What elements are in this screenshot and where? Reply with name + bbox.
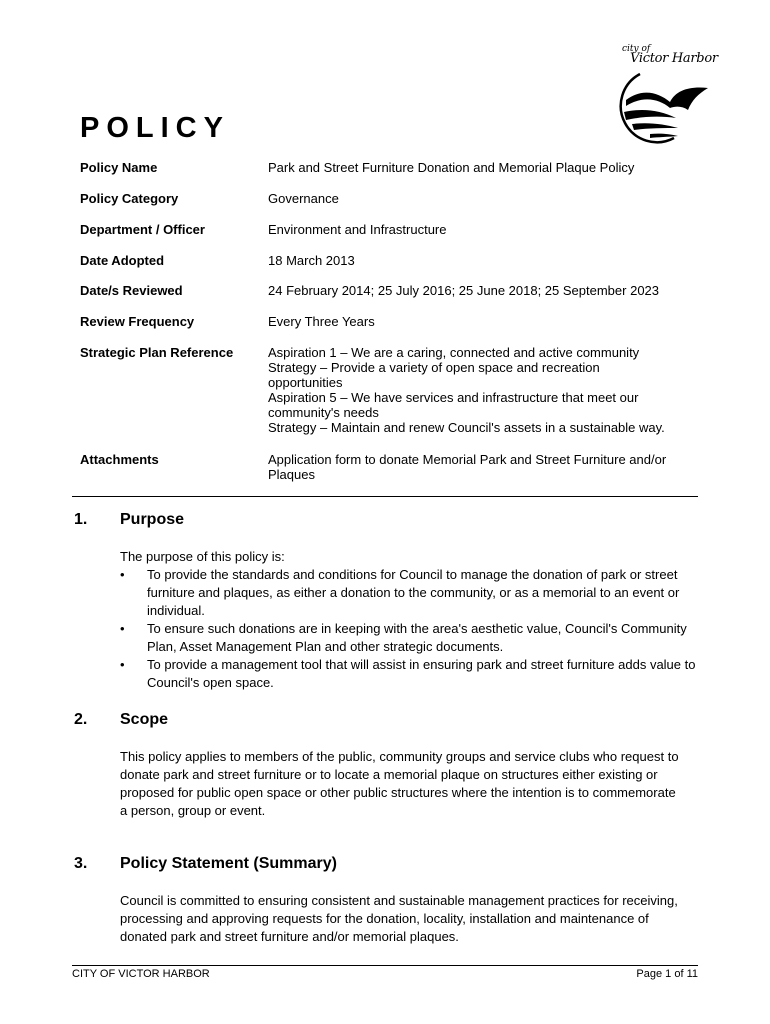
meta-label: Review Frequency [80, 314, 195, 329]
list-item [120, 620, 700, 656]
section-title-scope: Scope [120, 711, 169, 728]
meta-value: 18 March 2013 [268, 253, 355, 268]
document-title: POLICY [80, 112, 230, 144]
bullet-text: To ensure such donations are in keeping with the area's aesthetic value, Council's Community Plan, Asset Management Plan and other strategic documents. [147, 621, 687, 654]
footer-organisation: CITY OF VICTOR HARBOR [72, 968, 210, 980]
logo-name-text: Victor Harbor [630, 51, 718, 66]
section-body: Council is committed to ensuring consistent and sustainable management practices for receiving, processing and approving requests for the donation, locality, installation and maintenance of donated park and street furniture and/or memorial plaques. [120, 893, 678, 944]
meta-value: 24 February 2014; 25 July 2016; 25 June 2018; 25 September 2023 [268, 283, 660, 298]
whale-tail-icon [612, 66, 712, 144]
footer-page-number: Page 1 of 11 [636, 968, 698, 980]
bullet: • [120, 621, 125, 636]
section-body: This policy applies to members of the public, community groups and service clubs who request to donate park and street furniture or to locate a memorial plaque on structures either existing or proposed for public open space or other public structures where the intention is to commemorate a person, group or event. [120, 749, 679, 818]
strategic-line: Aspiration 1 – We are a caring, connected and active community [268, 345, 640, 360]
logo-small-text: city of [622, 44, 651, 54]
meta-label: Strategic Plan Reference [80, 345, 234, 360]
section-intro: The purpose of this policy is: [120, 549, 285, 564]
meta-label: Attachments [80, 452, 159, 467]
meta-value [268, 345, 686, 435]
bullet-text: To provide the standards and conditions for Council to manage the donation of park or street furniture and plaques, as either a donation to the community, or as a memorial to an event or individual. [147, 567, 680, 618]
header-divider [72, 496, 698, 497]
section-number: 3. [74, 855, 88, 872]
meta-value: Application form to donate Memorial Park and Street Furniture and/or Plaques [268, 452, 667, 482]
list-item [120, 566, 700, 620]
section-title-purpose: Purpose [120, 511, 185, 528]
meta-value: Environment and Infrastructure [268, 222, 447, 237]
meta-value: Park and Street Furniture Donation and Memorial Plaque Policy [268, 160, 635, 175]
bullet: • [120, 657, 125, 672]
list-item [120, 656, 700, 692]
meta-value: Every Three Years [268, 314, 375, 329]
meta-value: Governance [268, 191, 339, 206]
strategic-line: Strategy – Provide a variety of open space and recreation opportunities [268, 360, 600, 390]
bullet: • [120, 567, 125, 582]
strategic-line: Strategy – Maintain and renew Council's assets in a sustainable way. [268, 420, 665, 435]
purpose-bullet-list [120, 566, 700, 692]
strategic-line: Aspiration 5 – We have services and infrastructure that meet our community's needs [268, 390, 639, 420]
meta-label: Date Adopted [80, 253, 165, 268]
meta-label: Department / Officer [80, 222, 205, 237]
meta-label: Policy Category [80, 191, 179, 206]
meta-label: Policy Name [80, 160, 158, 175]
section-number: 2. [74, 711, 88, 728]
section-title-policy-statement: Policy Statement (Summary) [120, 855, 337, 872]
meta-label: Date/s Reviewed [80, 283, 183, 298]
footer-divider [72, 965, 698, 966]
council-logo [612, 44, 722, 144]
bullet-text: To provide a management tool that will assist in ensuring park and street furniture adds value to Council's open space. [147, 657, 696, 690]
section-number: 1. [74, 511, 88, 528]
